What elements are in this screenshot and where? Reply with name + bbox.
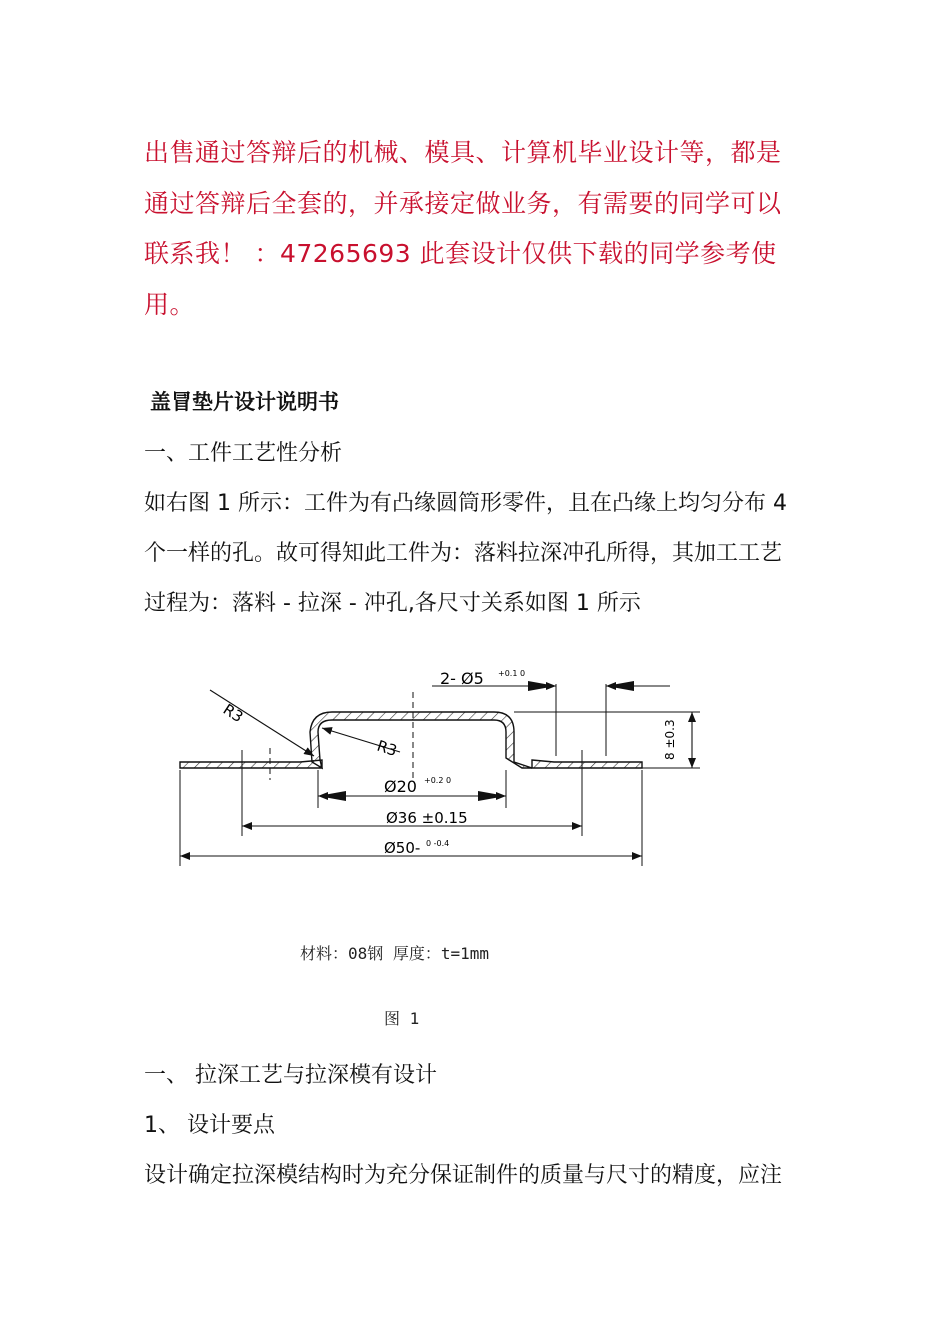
d50-tolerance: 0 -0.4	[426, 839, 450, 848]
d20-label: Ø20	[384, 777, 417, 796]
paragraph-1-line: 过程为：落料 - 拉深 - 冲孔,各尺寸关系如图 1 所示	[144, 591, 641, 616]
section-heading-1: 一、工件工艺性分析	[144, 441, 343, 466]
radius-outer-label: R3	[219, 700, 247, 727]
d50-label: Ø50-	[384, 839, 421, 857]
ad-line: 联系我！ ：47265693 此套设计仅供下载的同学参考使	[144, 239, 777, 268]
document-title: 盖冒垫片设计说明书	[150, 390, 339, 414]
ad-line: 出售通过答辩后的机械、模具、计算机毕业设计等，都是	[144, 138, 782, 167]
paragraph-1-line: 个一样的孔。故可得知此工件为：落料拉深冲孔所得，其加工工艺	[144, 541, 783, 566]
part-section	[180, 712, 642, 768]
paragraph-1-line: 如右图 1 所示：工件为有凸缘圆筒形零件，且在凸缘上均匀分布 4	[144, 491, 787, 516]
paragraph-2-line: 设计确定拉深模结构时为充分保证制件的质量与尺寸的精度，应注	[144, 1163, 783, 1188]
ad-line: 用。	[144, 289, 196, 319]
material-caption: 材料：08钢 厚度：t=1mm	[300, 944, 490, 963]
d36-label: Ø36 ±0.15	[386, 809, 468, 827]
hole-dimension-label: 2- Ø5	[440, 669, 484, 688]
figure-caption: 图 1	[384, 1009, 420, 1028]
subsection-heading-1: 1、 设计要点	[144, 1113, 275, 1138]
hole-tolerance: +0.1 0	[498, 669, 526, 678]
height-dimension-label: 8 ±0.3	[663, 719, 677, 760]
section-heading-2: 一、 拉深工艺与拉深模有设计	[144, 1063, 437, 1088]
radius-inner-label: R3	[374, 736, 400, 760]
d20-tolerance: +0.2 0	[424, 776, 452, 785]
ad-line: 通过答辩后全套的，并承接定做业务，有需要的同学可以	[144, 188, 782, 218]
